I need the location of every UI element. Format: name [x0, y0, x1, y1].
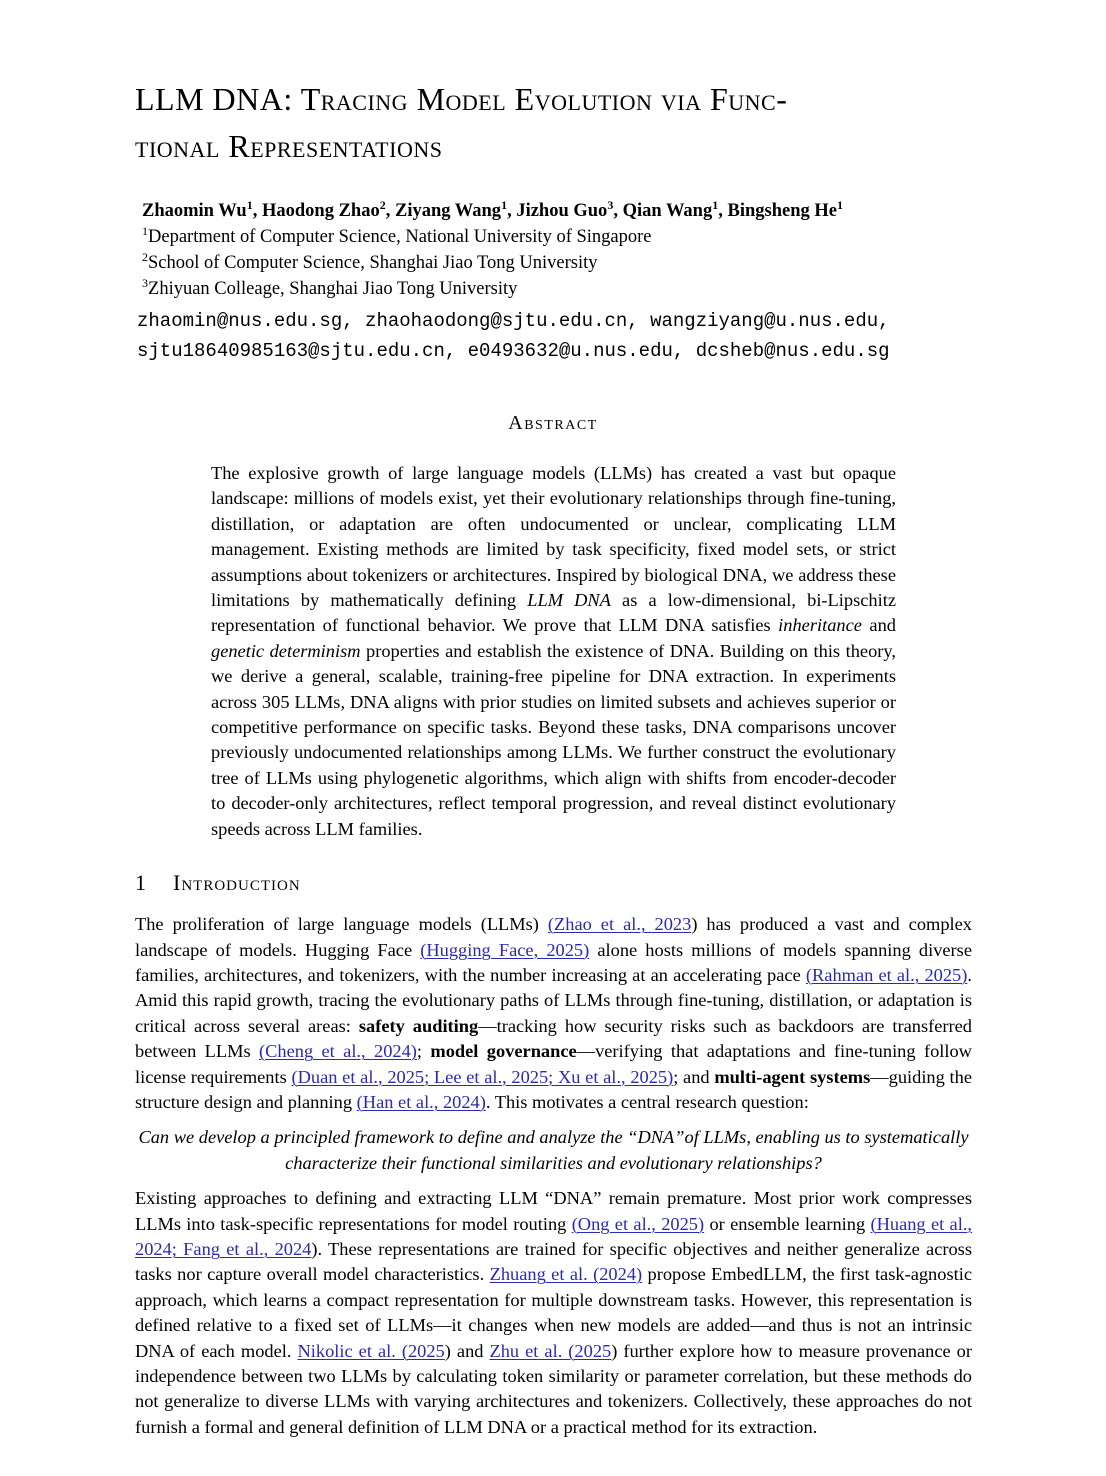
section-heading-introduction [135, 870, 1106, 896]
intro-paragraph-2 [135, 1186, 972, 1440]
text-segment: as a low-dimensional, bi-Lipschitz representation of functional behavior. We prove that LLM DNA satisfies [211, 590, 896, 636]
text-segment: alone hosts millions of models spanning diverse families, architectures, and tokenizers, with the number increasing at an accelerating pace [135, 939, 972, 985]
text-segment: 1 [836, 197, 843, 212]
text-segment: 1 [712, 197, 719, 212]
text-segment: —guiding the structure design and planning [135, 1066, 972, 1112]
text-segment: . Amid this rapid growth, tracing the evolutionary paths of LLMs through fine-tuning, distillation, or adaptation is critical across several areas: [135, 964, 972, 1036]
text-segment: multi-agent systems [714, 1066, 871, 1087]
email-line-2: sjtu18640985163@sjtu.edu.cn, e0493632@u.nus.edu, dcsheb@nus.edu.sg [137, 340, 890, 362]
text-segment: LLM DNA [527, 590, 611, 611]
citation-link[interactable]: (Cheng et al., 2024) [259, 1041, 417, 1062]
citation-link[interactable]: Zhuang et al. (2024) [489, 1264, 643, 1285]
citation-link[interactable]: (Rahman et al., 2025) [805, 964, 968, 985]
text-segment: , Haodong Zhao [252, 201, 380, 221]
citation-link[interactable]: (Zhao et al., 2023 [547, 914, 692, 935]
text-segment: 2 [142, 249, 149, 264]
citation-link[interactable]: Nikolic et al. (2025 [297, 1340, 445, 1361]
text-segment: ). These representations are trained for specific objectives and neither generalize across tasks nor capture overall model characteristics. [135, 1238, 972, 1285]
text-segment: Zhiyuan Colleage, Shanghai Jiao Tong University [148, 279, 518, 299]
text-segment: School of Computer Science, Shanghai Jiao Tong University [148, 253, 598, 273]
text-segment: Can we develop a principled framework to define and analyze the “DNA”of LLMs, enabling us to systematically characterize their functional similarities and evolutionary relationships? [138, 1127, 969, 1173]
citation-link[interactable]: (Duan et al., 2025; Lee et al., 2025; Xu et al., 2025) [291, 1066, 674, 1087]
text-segment: 3 [142, 275, 149, 290]
text-segment: 1 [142, 223, 149, 238]
intro-paragraph-1 [135, 912, 972, 1115]
text-segment: and [861, 615, 896, 636]
section-title: Introduction [173, 870, 301, 896]
text-segment: , Bingsheng He [718, 201, 837, 221]
text-segment: 1 [501, 197, 508, 212]
text-segment: , Jizhou Guo [507, 201, 608, 221]
text-segment: , Qian Wang [613, 201, 713, 221]
email-line-1: zhaomin@nus.edu.sg, zhaohaodong@sjtu.edu.cn, wangziyang@u.nus.edu, [137, 310, 890, 332]
text-segment: 2 [379, 197, 386, 212]
abstract-section [0, 412, 1106, 842]
text-segment: model governance [430, 1041, 577, 1062]
citation-link[interactable]: (Hugging Face, 2025) [420, 939, 590, 960]
text-segment: or ensemble learning [704, 1213, 871, 1234]
citation-link[interactable]: Zhu et al. (2025 [489, 1340, 612, 1361]
text-segment: 1 [246, 197, 253, 212]
text-segment: ; [416, 1041, 431, 1062]
text-segment: Existing approaches to defining and extracting LLM “DNA” remain premature. Most prior work compresses LLMs into task-specific representations for model routing [135, 1188, 972, 1234]
author-block [137, 197, 986, 366]
text-segment: propose EmbedLLM, the first task-agnostic approach, which learns a compact representation for multiple downstream tasks. However, this representation is defined relative to a fixed set of LLMs—it changes when new models are added—and thus is not an intrinsic DNA of each model. [135, 1264, 972, 1361]
citation-link[interactable]: (Ong et al., 2025) [571, 1213, 705, 1234]
affiliation-3 [142, 276, 986, 302]
paper-title-line-1: LLM DNA: Tracing Model Evolution via Func- [135, 81, 788, 117]
affiliation-2 [142, 250, 986, 276]
paper-title [135, 76, 986, 170]
text-segment: Zhaomin Wu [142, 201, 247, 221]
text-segment: The proliferation of large language models (LLMs) [135, 914, 548, 935]
text-segment: Department of Computer Science, National University of Singapore [148, 227, 652, 247]
text-segment: ) and [444, 1340, 490, 1361]
text-segment: ) has produced a vast and complex landscape of models. Hugging Face [135, 914, 972, 960]
paper-title-line-2: tional Representations [135, 128, 443, 164]
citation-link[interactable]: (Huang et al., 2024; Fang et al., 2024 [135, 1213, 973, 1259]
text-segment: 3 [607, 197, 614, 212]
author-names [142, 198, 986, 224]
author-emails [137, 306, 986, 366]
affiliation-1 [142, 224, 986, 250]
abstract-body [211, 461, 896, 842]
abstract-heading: Abstract [508, 412, 598, 434]
text-segment: inheritance [778, 615, 862, 636]
text-segment: —tracking how security risks such as backdoors are transferred between LLMs [135, 1015, 972, 1062]
text-segment: properties and establish the existence of DNA. Building on this theory, we derive a general, scalable, training-free pipeline for DNA extraction. In experiments across 305 LLMs, DNA aligns with prior studies on limited subsets and achieves superior or competitive performance on specific tasks. Beyond these tasks, DNA comparisons uncover previously undocumented relationships among LLMs. We further construct the evolutionary tree of LLMs using phylogenetic algorithms, which align with shifts from encoder-decoder to decoder-only architectures, reflect temporal progression, and reveal distinct evolutionary speeds across LLM families. [211, 640, 896, 839]
text-segment: The explosive growth of large language models (LLMs) has created a vast but opaque landscape: millions of models exist, yet their evolutionary relationships through fine-tuning, distillation, or adaptation are often undocumented or unclear, complicating LLM management. Existing methods are limited by task specificity, fixed model sets, or strict assumptions about tokenizers or architectures. Inspired by biological DNA, we address these limitations by mathematically defining [211, 463, 896, 611]
research-question [135, 1125, 972, 1176]
citation-link[interactable]: (Han et al., 2024) [356, 1091, 486, 1112]
text-segment: safety auditing [358, 1015, 479, 1036]
text-segment: , Ziyang Wang [385, 201, 502, 221]
section-number: 1 [135, 870, 147, 896]
text-segment: ; and [673, 1066, 715, 1087]
text-segment: . This motivates a central research question: [485, 1091, 809, 1112]
text-segment: ) further explore how to measure provenance or independence between two LLMs by calculating token similarity or parameter correlation, but these methods do not generalize to diverse LLMs with varying architectures and tokenizers. Collectively, these approaches do not furnish a formal and general definition of LLM DNA or a practical method for its extraction. [135, 1340, 972, 1437]
text-segment: —verifying that adaptations and fine-tuning follow license requirements [135, 1041, 972, 1087]
text-segment: genetic determinism [211, 640, 361, 661]
